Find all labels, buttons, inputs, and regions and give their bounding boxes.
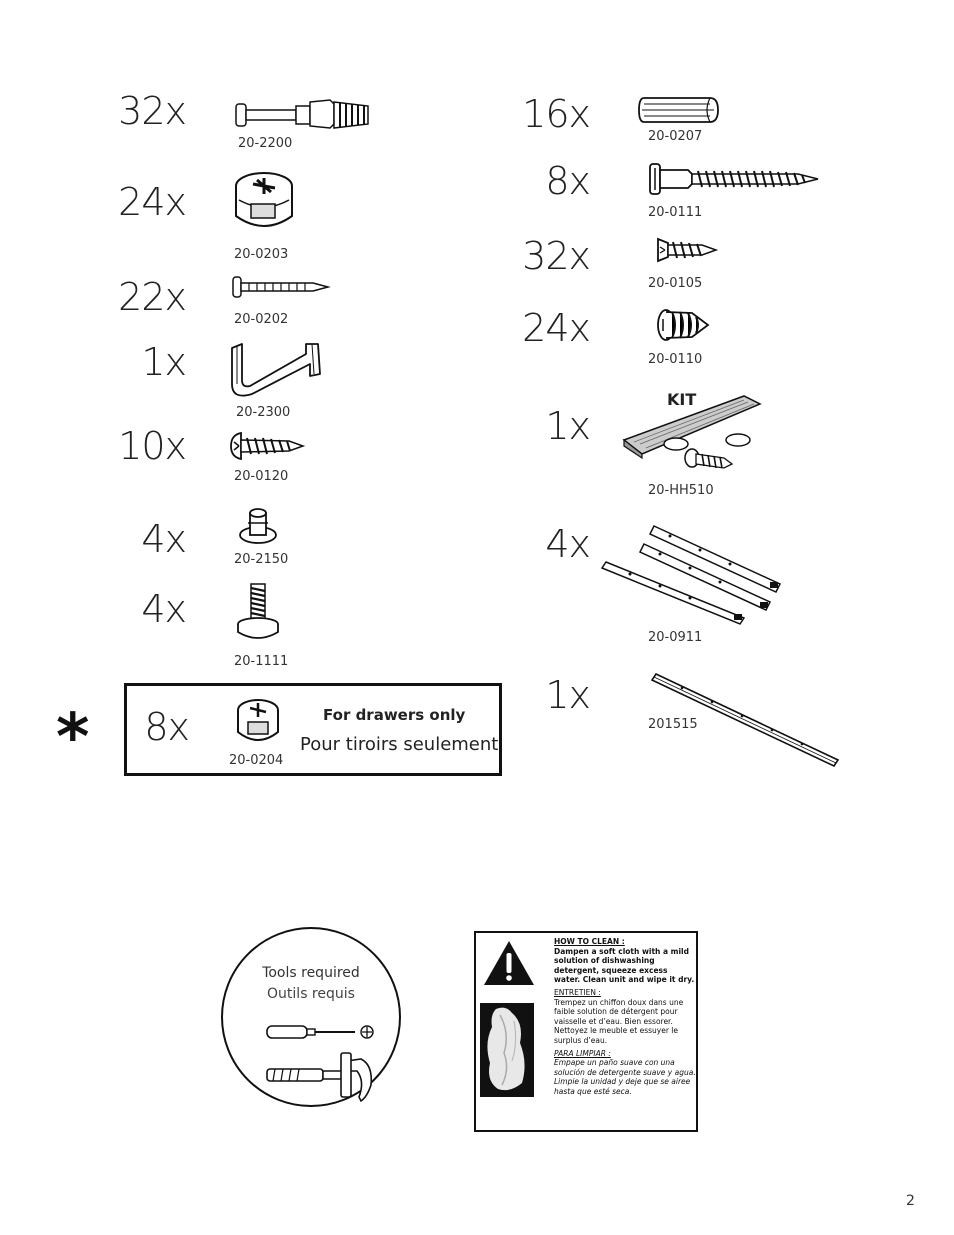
part-code: 201515 <box>648 717 698 732</box>
asterisk-marker: * <box>56 701 90 775</box>
part-code: 20-0105 <box>648 276 703 291</box>
quantity-label: 4x <box>141 587 186 631</box>
quantity-label: 10x <box>118 424 186 468</box>
part-code: 20-HH510 <box>648 483 714 498</box>
quantity-label: 1x <box>545 673 590 717</box>
nail-icon <box>231 276 331 298</box>
shelf-support-icon <box>238 505 278 545</box>
quantity-label: 4x <box>141 517 186 561</box>
cleaning-body-fr: Trempez un chiffon doux dans une faible solution de détergent pour vaisselle et d’eau. Bien essorer. Nettoyez le meuble et essuyer le surplus d’eau. <box>554 997 684 1045</box>
cleaning-body-en: Dampen a soft cloth with a mild solution of dishwashing detergent, squeeze excess water. Clean unit and wipe it dry. <box>554 946 695 985</box>
tools-required-panel <box>221 927 401 1107</box>
allen-key-icon <box>228 340 324 398</box>
leveling-foot-icon <box>234 582 282 642</box>
quantity-label: 1x <box>141 340 186 384</box>
part-code: 20-2150 <box>234 552 289 567</box>
tools-title-en: Tools required <box>262 965 360 981</box>
quantity-label: 22x <box>118 275 186 319</box>
wood-dowel-icon <box>638 96 720 124</box>
quantity-label: 32x <box>522 234 590 278</box>
drawer-note-fr: Pour tiroirs seulement <box>300 734 499 755</box>
cleaning-text <box>554 937 696 1100</box>
pan-head-screw-icon <box>229 431 305 461</box>
screwdriver-icon <box>265 1023 377 1045</box>
part-code: 20-2200 <box>238 136 293 151</box>
cleaning-instructions-panel <box>474 931 698 1132</box>
cam-lock-icon <box>235 698 281 746</box>
cleaning-body-es: Empape un paño suave con una solución de detergente suave y agua. Limpie la unidad y deje que se airee hasta que esté seca. <box>554 1058 696 1096</box>
drawer-parts-box <box>124 683 502 776</box>
cleaning-heading-en: HOW TO CLEAN : <box>554 937 625 946</box>
quantity-label: 24x <box>522 306 590 350</box>
cleaning-heading-fr: ENTRETIEN : <box>554 987 601 997</box>
part-code: 20-0111 <box>648 205 703 220</box>
wood-screw-icon <box>648 162 820 196</box>
warning-icon <box>482 939 536 991</box>
quantity-label: 32x <box>118 89 186 133</box>
part-code: 20-0202 <box>234 312 289 327</box>
anti-tip-kit-icon <box>620 392 765 478</box>
hammer-icon <box>265 1051 377 1107</box>
quantity-label: 8x <box>545 159 590 203</box>
part-code: 20-1111 <box>234 654 289 669</box>
part-code: 20-0207 <box>648 129 703 144</box>
part-code: 20-0911 <box>648 630 703 645</box>
kit-label: KIT <box>667 390 697 409</box>
quantity-label: 4x <box>545 522 590 566</box>
flat-head-screw-icon <box>656 237 718 263</box>
part-code: 20-0203 <box>234 247 289 262</box>
drawer-note-en: For drawers only <box>323 706 466 724</box>
quantity-label: 16x <box>522 92 590 136</box>
part-code: 20-2300 <box>236 405 291 420</box>
part-code: 20-0110 <box>648 352 703 367</box>
cam-bolt-icon <box>232 96 372 132</box>
quantity-label: 24x <box>118 180 186 224</box>
wall-anchor-icon <box>656 307 710 343</box>
tools-title-fr: Outils requis <box>267 986 355 1002</box>
quantity-label: 8x <box>144 705 189 749</box>
cloth-icon <box>480 1003 534 1101</box>
page-number: 2 <box>906 1193 915 1209</box>
cam-lock-icon <box>233 170 295 234</box>
drawer-slide-icon <box>600 522 786 626</box>
part-code: 20-0204 <box>229 753 284 768</box>
part-code: 20-0120 <box>234 469 289 484</box>
cleaning-heading-es: PARA LIMPIAR : <box>554 1048 611 1058</box>
quantity-label: 1x <box>545 404 590 448</box>
